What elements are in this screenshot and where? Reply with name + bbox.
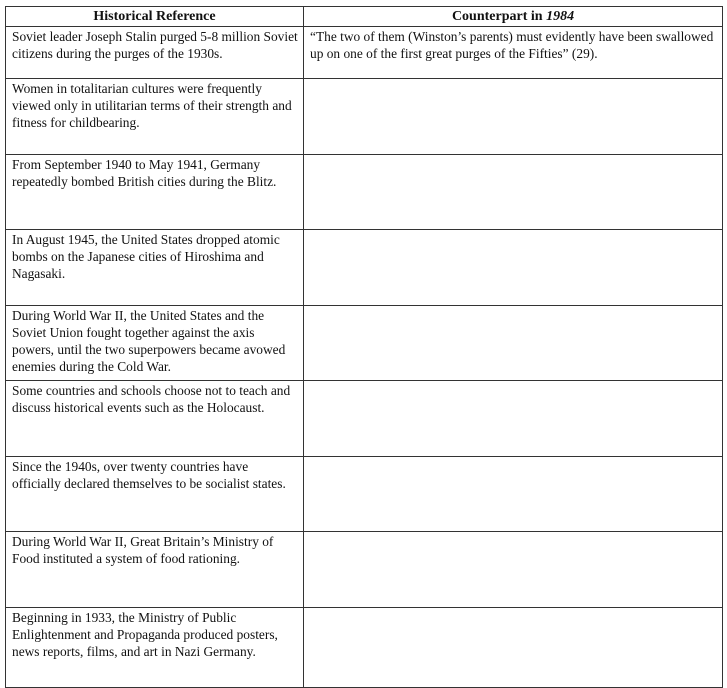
counterpart-cell[interactable]: “The two of them (Winston’s parents) must evidently have been swallowed up on one of the first great purges of the Fifties” (29). <box>304 27 723 79</box>
counterpart-cell[interactable] <box>304 456 723 532</box>
reference-cell: During World War II, the United States and the Soviet Union fought together against the axis powers, until the two superpowers became avowed enemies during the Cold War. <box>6 305 304 381</box>
header-counterpart-label: Counterpart in <box>451 9 543 24</box>
table-row <box>6 607 723 687</box>
reference-cell: Beginning in 1933, the Ministry of Public Enlightenment and Propaganda produced posters, news reports, films, and art in Nazi Germany. <box>6 607 304 687</box>
header-counterpart <box>304 7 723 27</box>
reference-cell: Soviet leader Joseph Stalin purged 5-8 million Soviet citizens during the purges of the 1930s. <box>6 27 304 79</box>
counterpart-cell[interactable] <box>304 532 723 608</box>
header-historical-reference <box>6 7 304 27</box>
table-row <box>6 154 723 230</box>
reference-cell: In August 1945, the United States dropped atomic bombs on the Japanese cities of Hiroshima and Nagasaki. <box>6 230 304 306</box>
table-row <box>6 305 723 381</box>
counterpart-cell[interactable] <box>304 230 723 306</box>
counterpart-cell[interactable] <box>304 79 723 155</box>
counterpart-cell[interactable] <box>304 607 723 687</box>
reference-cell: Some countries and schools choose not to teach and discuss historical events such as the Holocaust. <box>6 381 304 457</box>
table-row <box>6 79 723 155</box>
header-row <box>6 7 723 27</box>
reference-cell: Women in totalitarian cultures were frequently viewed only in utilitarian terms of their strength and fitness for childbearing. <box>6 79 304 155</box>
table-row <box>6 381 723 457</box>
table-row <box>6 456 723 532</box>
reference-table <box>5 6 723 688</box>
table-row <box>6 27 723 79</box>
table-row <box>6 230 723 306</box>
reference-cell: During World War II, Great Britain’s Ministry of Food instituted a system of food rationing. <box>6 532 304 608</box>
header-reference-label: Historical Reference <box>93 9 216 24</box>
header-book-title: 1984 <box>546 9 575 24</box>
table-row <box>6 532 723 608</box>
counterpart-cell[interactable] <box>304 381 723 457</box>
counterpart-cell[interactable] <box>304 154 723 230</box>
reference-cell: From September 1940 to May 1941, Germany repeatedly bombed British cities during the Blitz. <box>6 154 304 230</box>
counterpart-cell[interactable] <box>304 305 723 381</box>
reference-cell: Since the 1940s, over twenty countries have officially declared themselves to be socialist states. <box>6 456 304 532</box>
